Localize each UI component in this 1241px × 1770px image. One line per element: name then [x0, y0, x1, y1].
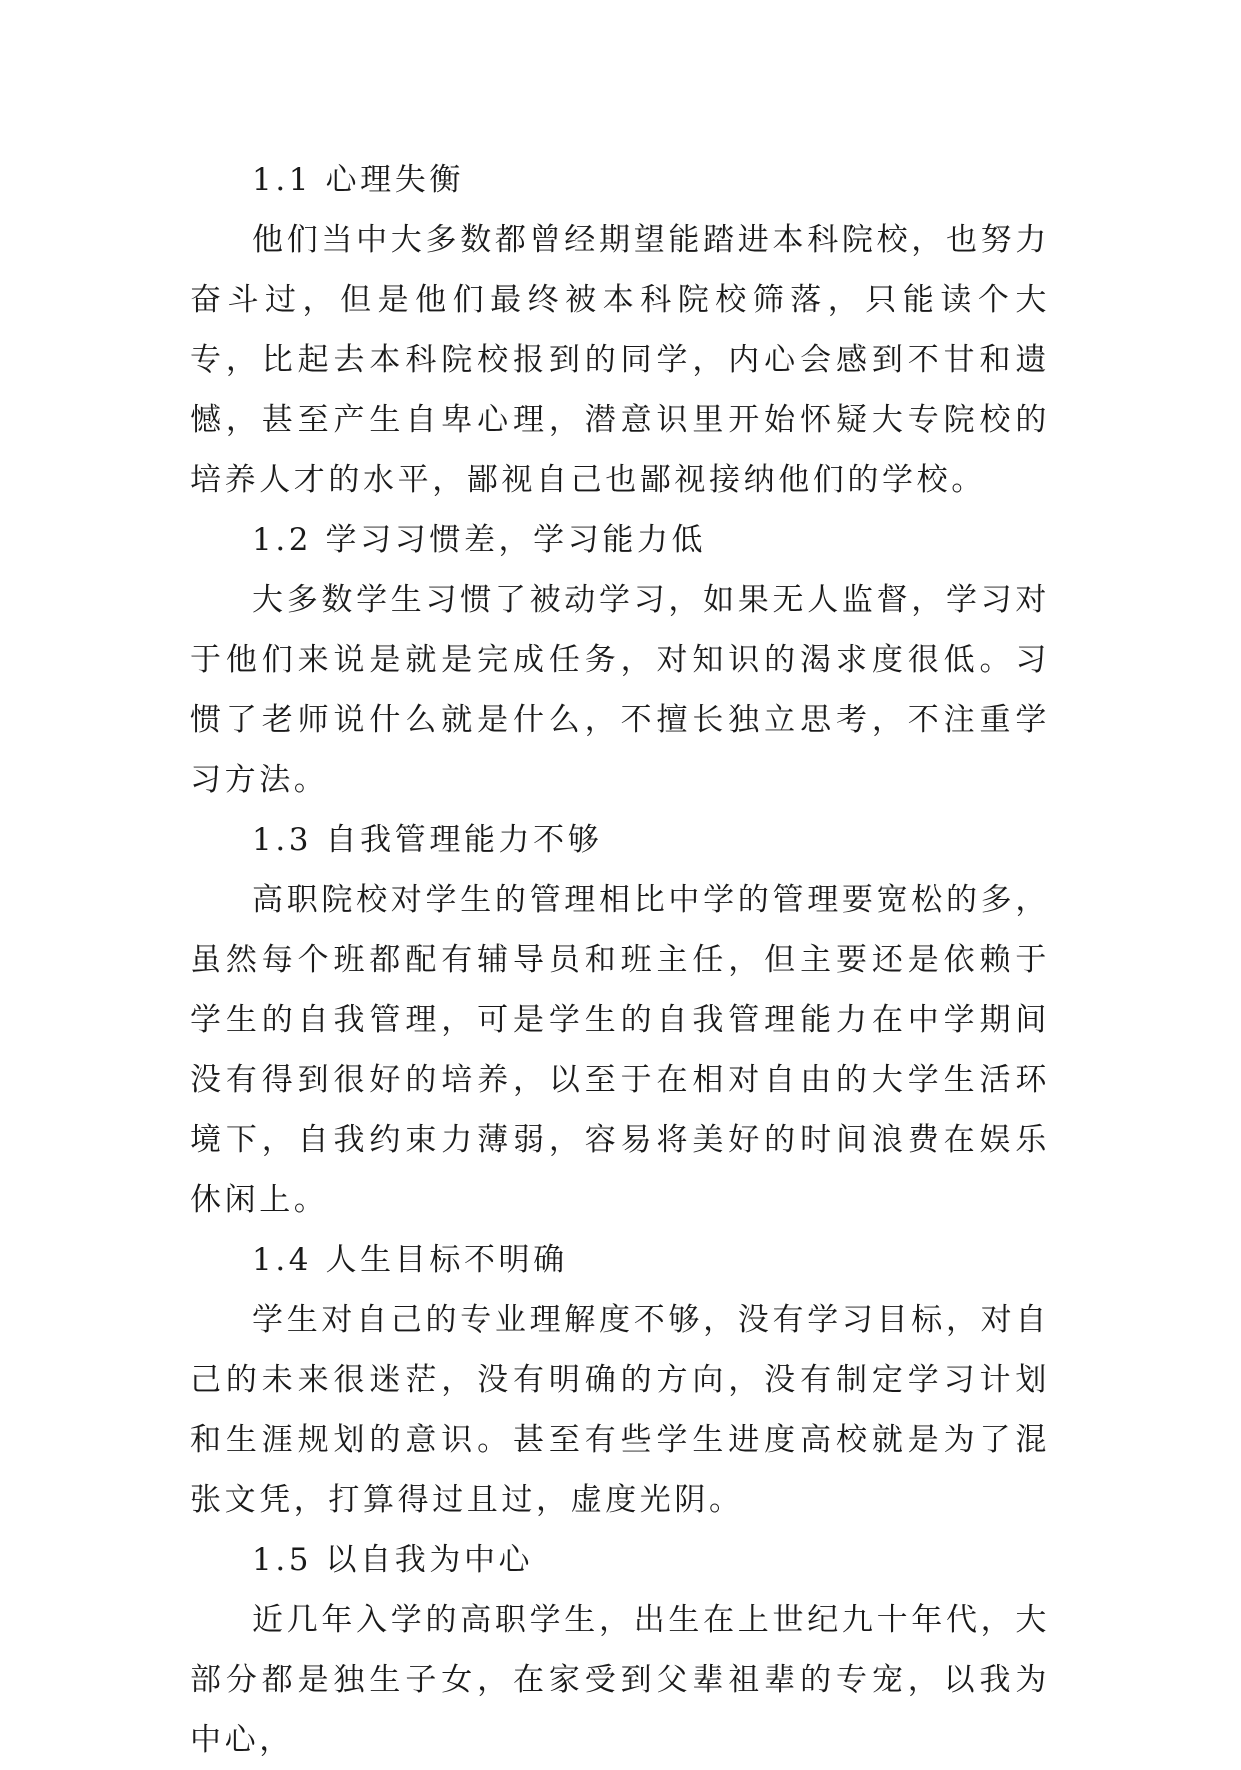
section-heading: 1.3 自我管理能力不够 — [252, 822, 603, 858]
section-heading: 1.2 学习习惯差，学习能力低 — [252, 522, 707, 558]
section-heading: 1.1 心理失衡 — [252, 162, 464, 198]
section-paragraph: 近几年入学的高职学生，出生在上世纪九十年代，大部分都是独生子女，在家受到父辈祖辈的专宠，以我为中心， — [190, 1602, 1050, 1758]
section-heading: 1.5 以自我为中心 — [252, 1542, 534, 1578]
section-paragraph: 大多数学生习惯了被动学习，如果无人监督，学习对于他们来说是就是完成任务，对知识的渴求度很低。习惯了老师说什么就是什么，不擅长独立思考，不注重学习方法。 — [190, 582, 1050, 798]
section-1-5 — [190, 1530, 1050, 1770]
section-1-2 — [190, 510, 1050, 810]
section-paragraph: 他们当中大多数都曾经期望能踏进本科院校，也努力奋斗过，但是他们最终被本科院校筛落，只能读个大专，比起去本科院校报到的同学，内心会感到不甘和遗憾，甚至产生自卑心理，潜意识里开始怀疑大专院校的培养人才的水平，鄙视自己也鄙视接纳他们的学校。 — [190, 222, 1050, 498]
section-1-1 — [190, 150, 1050, 510]
section-paragraph: 学生对自己的专业理解度不够，没有学习目标，对自己的未来很迷茫，没有明确的方向，没有制定学习计划和生涯规划的意识。甚至有些学生进度高校就是为了混张文凭，打算得过且过，虚度光阴。 — [190, 1302, 1050, 1518]
section-paragraph: 高职院校对学生的管理相比中学的管理要宽松的多，虽然每个班都配有辅导员和班主任，但主要还是依赖于学生的自我管理，可是学生的自我管理能力在中学期间没有得到很好的培养，以至于在相对自由的大学生活环境下，自我约束力薄弱，容易将美好的时间浪费在娱乐休闲上。 — [190, 882, 1050, 1218]
document-page — [190, 150, 1050, 1770]
section-heading: 1.4 人生目标不明确 — [252, 1242, 568, 1278]
section-1-3 — [190, 810, 1050, 1230]
section-1-4 — [190, 1230, 1050, 1530]
